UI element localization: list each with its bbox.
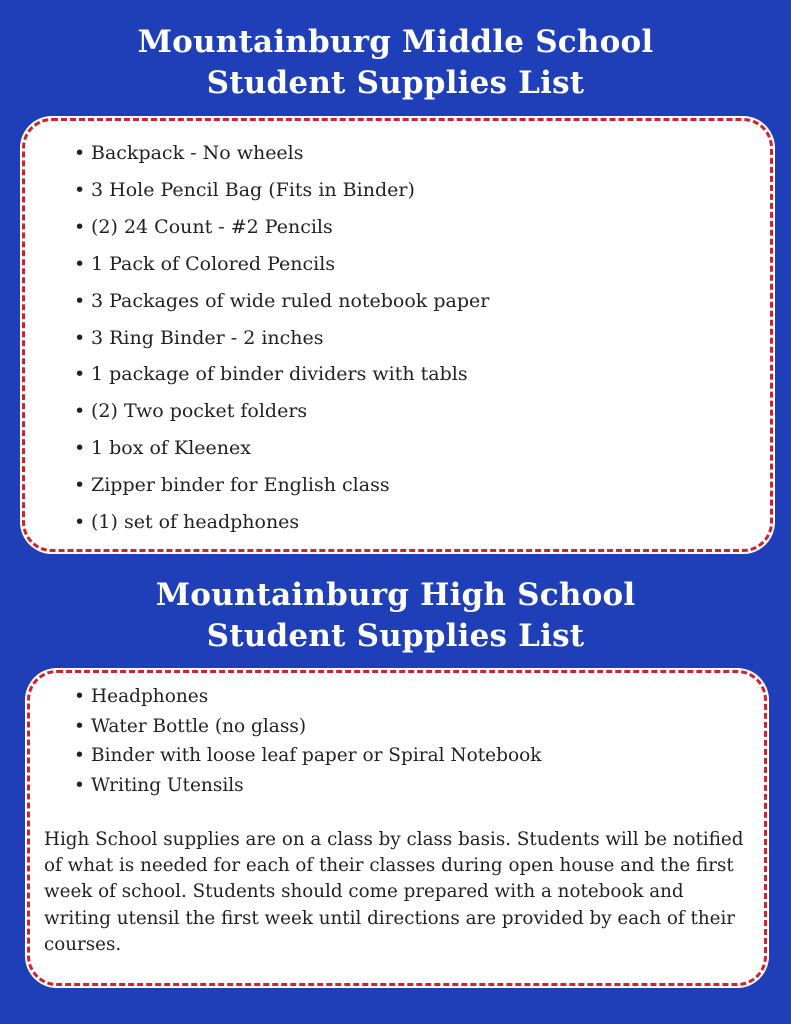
bullet-icon: •: [74, 686, 85, 707]
high-school-supplies-panel: [27, 670, 767, 986]
list-item: [74, 712, 541, 742]
list-item: [74, 467, 489, 504]
list-item-text: Water Bottle (no glass): [91, 715, 307, 737]
list-item: [74, 504, 489, 541]
list-item-text: 1 Pack of Colored Pencils: [91, 252, 336, 275]
list-item: [74, 682, 541, 712]
bullet-icon: •: [74, 252, 86, 275]
list-item: [74, 246, 489, 283]
middle-school-supplies-list: [74, 135, 490, 541]
bullet-icon: •: [74, 511, 86, 534]
middle-school-heading: [0, 22, 791, 104]
bullet-icon: •: [74, 400, 86, 423]
list-item-text: 3 Hole Pencil Bag (Fits in Binder): [91, 178, 415, 201]
bullet-icon: •: [74, 215, 86, 238]
list-item: [74, 741, 542, 771]
list-item-text: (2) Two pocket folders: [91, 400, 308, 423]
high-school-supplies-list: [74, 682, 542, 800]
list-item-text: 3 Packages of wide ruled notebook paper: [91, 289, 490, 312]
middle-school-title: Mountainburg Middle School: [137, 24, 654, 60]
high-school-heading: [0, 575, 791, 657]
bullet-icon: •: [74, 474, 86, 497]
bullet-icon: •: [74, 715, 85, 737]
list-item-text: Writing Utensils: [91, 774, 244, 796]
bullet-icon: •: [74, 745, 85, 766]
list-item: [74, 771, 541, 801]
high-school-note: High School supplies are on a class by class basis. Students will be notified of what is needed for each of their classes during open house and the first week of school. Students should come prepared with a notebook and writing utensil the first week until directions are provided by each of their courses.: [44, 829, 744, 955]
list-item-text: Headphones: [91, 686, 209, 707]
list-item: [74, 209, 489, 246]
list-item: [74, 356, 489, 393]
list-item-text: (2) 24 Count - #2 Pencils: [91, 215, 333, 238]
high-school-subtitle: Student Supplies List: [206, 618, 585, 654]
middle-school-supplies-panel: [22, 118, 773, 552]
list-item-text: 1 box of Kleenex: [91, 437, 251, 460]
high-school-title: Mountainburg High School: [155, 577, 636, 613]
list-item: [74, 393, 489, 430]
bullet-icon: •: [74, 774, 85, 796]
list-item: [74, 430, 489, 467]
list-item: [74, 172, 489, 209]
list-item-text: 1 package of binder dividers with tabls: [91, 363, 468, 386]
list-item: [74, 135, 489, 172]
list-item-text: 3 Ring Binder - 2 inches: [91, 326, 324, 349]
list-item: [74, 283, 490, 320]
bullet-icon: •: [74, 178, 86, 201]
bullet-icon: •: [74, 326, 86, 349]
list-item-text: Binder with loose leaf paper or Spiral Notebook: [91, 745, 542, 766]
list-item: [74, 320, 489, 357]
bullet-icon: •: [74, 142, 86, 164]
list-item-text: (1) set of headphones: [91, 511, 300, 534]
list-item-text: Zipper binder for English class: [91, 474, 390, 497]
middle-school-subtitle: Student Supplies List: [206, 65, 585, 101]
bullet-icon: •: [74, 437, 86, 460]
list-item-text: Backpack - No wheels: [91, 142, 304, 164]
bullet-icon: •: [74, 289, 86, 312]
bullet-icon: •: [74, 363, 86, 386]
